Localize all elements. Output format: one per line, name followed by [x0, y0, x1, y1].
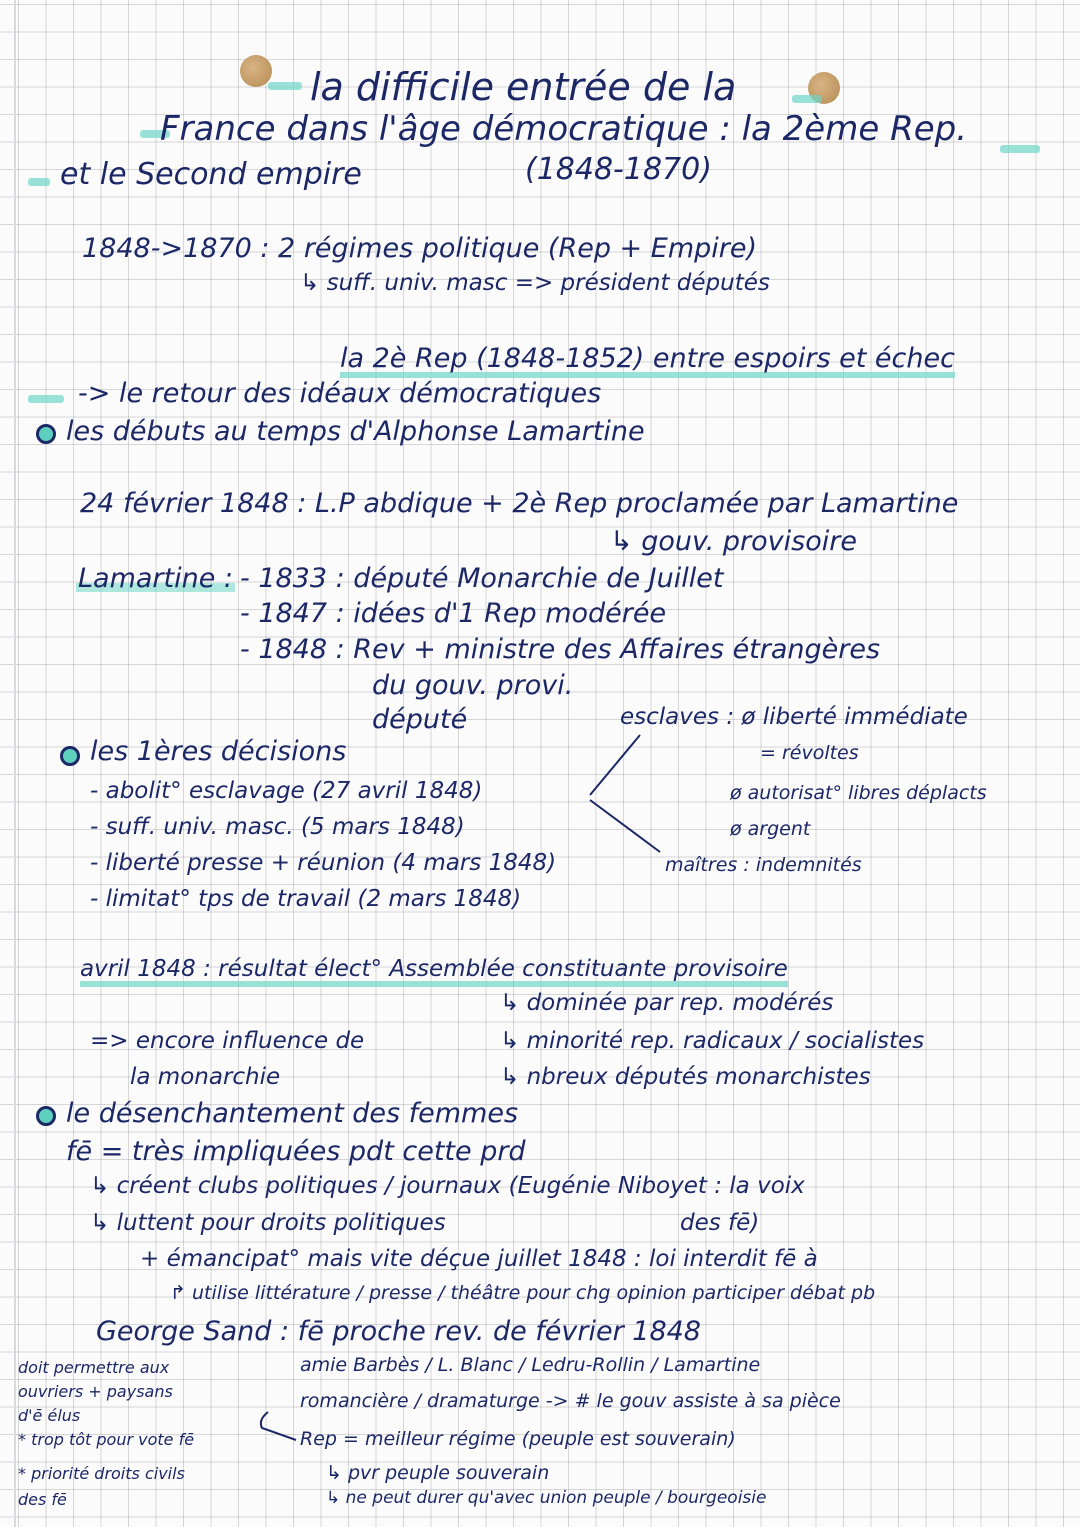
title-line-3: et le Second empire — [60, 157, 362, 192]
decision-item: - suff. univ. masc. (5 mars 1848) — [90, 814, 465, 840]
event-line: 24 février 1848 : L.P abdique + 2è Rep proclamée par Lamartine — [80, 488, 959, 519]
bullet-icon — [36, 1106, 56, 1126]
esclaves-item: ø autorisat° libres déplacts — [730, 782, 987, 804]
intro-line: 1848->1870 : 2 régimes politique (Rep + Empire) — [82, 233, 757, 264]
avril-item: ↳ minorité rep. radicaux / socialistes — [500, 1028, 925, 1054]
utilise-line: ↱ utilise littérature / presse / théâtre pour chg opinion participer débat pb — [170, 1282, 876, 1304]
maitres-text: maîtres : indemnités — [665, 854, 862, 876]
emancip-line: + émancipat° mais vite déçue juillet 1848 : loi interdit fē à — [140, 1246, 818, 1272]
sand-item: ↳ pvr peuple souverain — [326, 1462, 550, 1484]
esclaves-item: = révoltes — [760, 742, 859, 764]
bullet1-text: les débuts au temps d'Alphonse Lamartine — [66, 416, 645, 447]
side-note: * trop tôt pour vote fē — [18, 1430, 195, 1449]
section1-heading: la 2è Rep (1848-1852) entre espoirs et échec — [340, 345, 955, 378]
decision-item: - limitat° tps de travail (2 mars 1848) — [90, 886, 522, 912]
side-note: d'ē élus — [18, 1406, 81, 1425]
avril-line: avril 1848 : résultat élect° Assemblée constituante provisoire — [80, 958, 788, 987]
fe-item: ↳ luttent pour droits politiques — [90, 1210, 446, 1236]
title-dates: (1848-1870) — [525, 152, 712, 187]
lamartine-cont: du gouv. provi. — [372, 670, 574, 701]
side-note: * priorité droits civils — [18, 1464, 185, 1483]
esclaves-item: ø argent — [730, 818, 811, 840]
sand-item: romancière / dramaturge -> # le gouv assiste à sa pièce — [300, 1390, 841, 1412]
lamartine-cont: député — [372, 704, 468, 735]
sand-item: ↳ ne peut durer qu'avec union peuple / bourgeoisie — [326, 1488, 767, 1508]
esclaves-text: esclaves : ø liberté immédiate — [620, 704, 968, 730]
side-note: ouvriers + paysans — [18, 1382, 173, 1401]
conclusion-line: => encore influence de — [90, 1028, 365, 1054]
bullet3-text: le désenchantement des femmes — [66, 1098, 519, 1129]
sand-line: George Sand : fē proche rev. de février 1848 — [96, 1316, 701, 1347]
sand-item: amie Barbès / L. Blanc / Ledru-Rollin / Lamartine — [300, 1354, 761, 1376]
fe-line: fē = très impliquées pdt cette prd — [66, 1136, 526, 1167]
side-note: des fē — [18, 1490, 67, 1509]
side-note: doit permettre aux — [18, 1358, 170, 1377]
lamartine-label: Lamartine : — [78, 563, 234, 594]
avril-item: ↳ nbreux députés monarchistes — [500, 1064, 871, 1090]
title-line-2: France dans l'âge démocratique : la 2ème Rep. — [160, 109, 968, 149]
lamartine-item: - 1848 : Rev + ministre des Affaires étrangères — [240, 634, 881, 665]
decision-item: - liberté presse + réunion (4 mars 1848) — [90, 850, 557, 876]
fe-voix: des fē) — [680, 1210, 760, 1236]
avril-item: ↳ dominée par rep. modérés — [500, 990, 834, 1016]
conclusion-line: la monarchie — [130, 1064, 281, 1090]
intro-sub: ↳ suff. univ. masc => président députés — [300, 270, 770, 296]
fe-item: ↳ créent clubs politiques / journaux (Eugénie Niboyet : la voix — [90, 1173, 805, 1199]
decision-item: - abolit° esclavage (27 avril 1848) — [90, 778, 483, 804]
event-sub: ↳ gouv. provisoire — [610, 526, 857, 557]
bullet2-text: les 1ères décisions — [90, 736, 347, 767]
lamartine-item: - 1833 : député Monarchie de Juillet — [240, 563, 724, 594]
sand-item: Rep = meilleur régime (peuple est souverain) — [300, 1428, 736, 1450]
title-line-1: la difficile entrée de la — [310, 65, 737, 109]
lamartine-item: - 1847 : idées d'1 Rep modérée — [240, 598, 667, 629]
section1-arrow: -> le retour des idéaux démocratiques — [78, 378, 602, 409]
